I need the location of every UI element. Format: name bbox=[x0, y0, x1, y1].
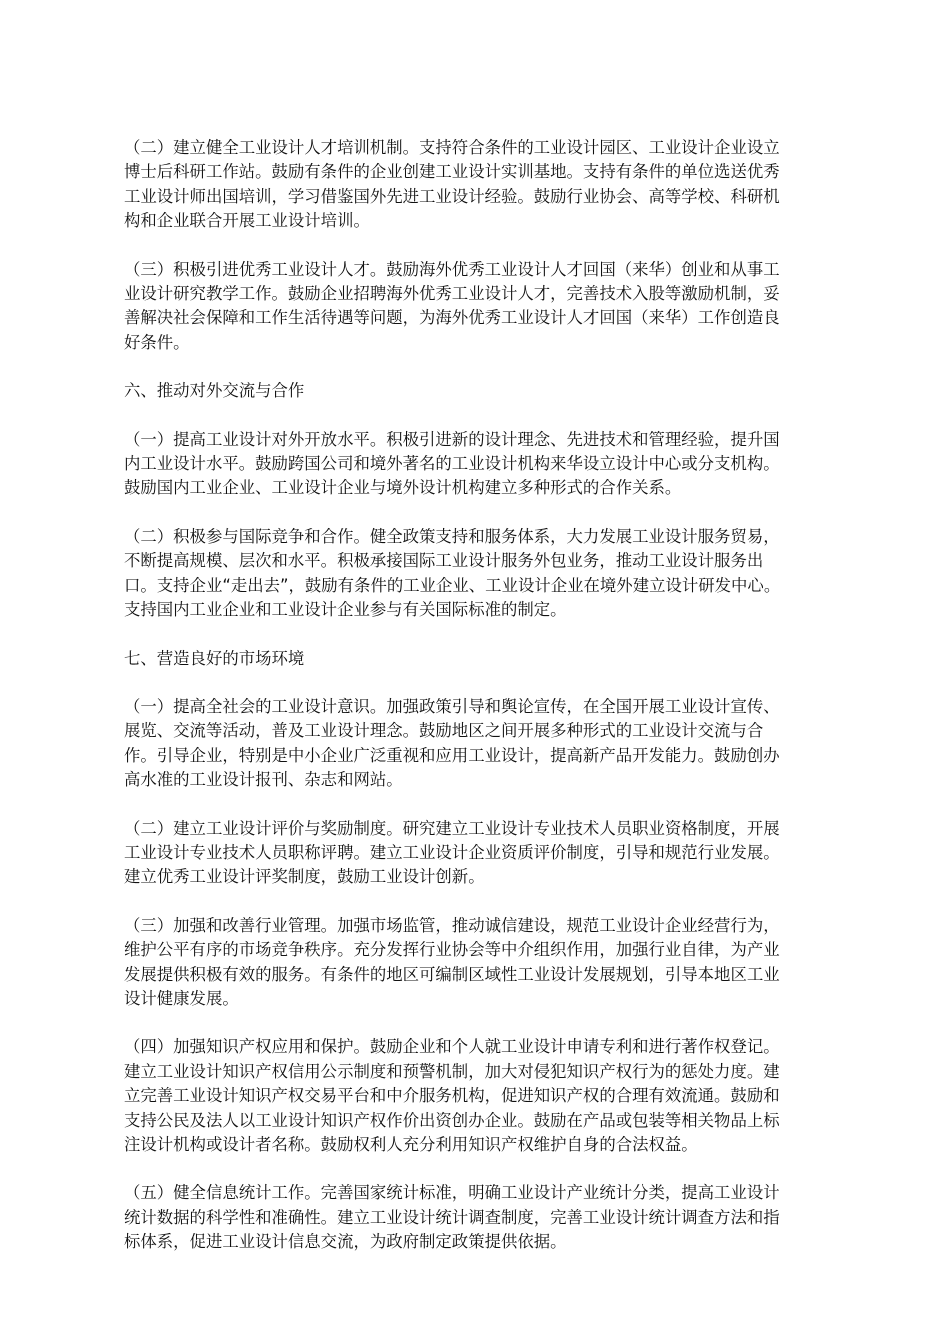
text-line: 内工业设计水平。鼓励跨国公司和境外著名的工业设计机构来华设立设计中心或分支机构。 bbox=[124, 454, 780, 474]
text-line: 注设计机构或设计者名称。鼓励权利人充分利用知识产权维护自身的合法权益。 bbox=[124, 1135, 698, 1154]
text-line: 工业设计专业技术人员职称评聘。建立工业设计企业资质评价制度，引导和规范行业发展。 bbox=[124, 842, 780, 862]
text-line: （二）建立工业设计评价与奖励制度。研究建立工业设计专业技术人员职业资格制度，开展 bbox=[124, 818, 780, 838]
text-line: 支持国内工业企业和工业设计企业参与有关国际标准的制定。 bbox=[124, 600, 567, 620]
text-line: 立完善工业设计知识产权交易平台和中介服务机构，促进知识产权的合理有效流通。鼓励和 bbox=[124, 1086, 780, 1106]
text-line: 标体系，促进工业设计信息交流，为政府制定政策提供依据。 bbox=[124, 1232, 567, 1252]
text-line: 构和企业联合开展工业设计培训。 bbox=[124, 211, 370, 231]
paragraph-industry-management bbox=[124, 914, 836, 1012]
section-heading-seven: 七、营造良好的市场环境 bbox=[124, 648, 305, 668]
text-line: 鼓励国内工业企业、工业设计企业与境外设计机构建立多种形式的合作关系。 bbox=[124, 478, 682, 498]
text-line: 工业设计师出国培训，学习借鉴国外先进工业设计经验。鼓励行业协会、高等学校、科研机 bbox=[124, 186, 780, 206]
section-heading-six: 六、推动对外交流与合作 bbox=[124, 381, 305, 401]
text-line: 发展提供积极有效的服务。有条件的地区可编制区域性工业设计发展规划，引导本地区工业 bbox=[124, 964, 780, 984]
paragraph-design-awareness bbox=[124, 695, 836, 793]
text-line: 展览、交流等活动，普及工业设计理念。鼓励地区之间开展多种形式的工业设计交流与合 bbox=[124, 721, 764, 741]
text-line: （五）健全信息统计工作。完善国家统计标准，明确工业设计产业统计分类，提高工业设计 bbox=[124, 1183, 780, 1203]
text-line: 善解决社会保障和工作生活待遇等问题，为海外优秀工业设计人才回国（来华）工作创造良 bbox=[124, 308, 780, 328]
text-line: 维护公平有序的市场竞争秩序。充分发挥行业协会等中介组织作用，加强行业自律，为产业 bbox=[124, 940, 780, 960]
text-line: （一）提高全社会的工业设计意识。加强政策引导和舆论宣传，在全国开展工业设计宣传、 bbox=[124, 696, 780, 716]
text-line: 高水准的工业设计报刊、杂志和网站。 bbox=[124, 770, 403, 790]
text-line: 建立优秀工业设计评奖制度，鼓励工业设计创新。 bbox=[124, 867, 485, 887]
paragraph-intellectual-property bbox=[124, 1035, 836, 1157]
paragraph-statistics bbox=[124, 1181, 836, 1254]
text-line: 业设计研究教学工作。鼓励企业招聘海外优秀工业设计人才，完善技术入股等激励机制，妥 bbox=[124, 284, 780, 304]
paragraph-talent-training bbox=[124, 136, 836, 234]
text-line: 建立工业设计知识产权信用公示制度和预警机制，加大对侵犯知识产权行为的惩处力度。建 bbox=[124, 1061, 780, 1081]
text-line: 作。引导企业，特别是中小企业广泛重视和应用工业设计，提高新产品开发能力。鼓励创办 bbox=[124, 745, 780, 765]
text-line: 设计健康发展。 bbox=[124, 988, 239, 1008]
text-line: 好条件。 bbox=[124, 332, 190, 352]
text-line: 口。支持企业“走出去”，鼓励有条件的工业企业、工业设计企业在境外建立设计研发中心。 bbox=[124, 575, 781, 595]
text-line: （一）提高工业设计对外开放水平。积极引进新的设计理念、先进技术和管理经验，提升国 bbox=[124, 429, 780, 449]
text-line: （三）积极引进优秀工业设计人才。鼓励海外优秀工业设计人才回国（来华）创业和从事工 bbox=[124, 259, 780, 279]
text-line: 统计数据的科学性和准确性。建立工业设计统计调查制度，完善工业设计统计调查方法和指 bbox=[124, 1207, 780, 1227]
text-line: 不断提高规模、层次和水平。积极承接国际工业设计服务外包业务，推动工业设计服务出 bbox=[124, 551, 764, 571]
paragraph-opening-up bbox=[124, 428, 836, 501]
text-line: （四）加强知识产权应用和保护。鼓励企业和个人就工业设计申请专利和进行著作权登记。 bbox=[124, 1037, 780, 1057]
paragraph-talent-introduction bbox=[124, 258, 836, 356]
text-line: 支持公民及法人以工业设计知识产权作价出资创办企业。鼓励在产品或包装等相关物品上标 bbox=[124, 1110, 780, 1130]
text-line: 博士后科研工作站。鼓励有条件的企业创建工业设计实训基地。支持有条件的单位选送优秀 bbox=[124, 162, 780, 182]
text-line: （三）加强和改善行业管理。加强市场监管，推动诚信建设，规范工业设计企业经营行为， bbox=[124, 915, 780, 935]
text-line: （二）建立健全工业设计人才培训机制。支持符合条件的工业设计园区、工业设计企业设立 bbox=[124, 138, 780, 157]
document-body bbox=[124, 136, 836, 1279]
paragraph-evaluation-awards bbox=[124, 817, 836, 890]
paragraph-international-competition bbox=[124, 525, 836, 623]
text-line: （二）积极参与国际竞争和合作。健全政策支持和服务体系，大力发展工业设计服务贸易， bbox=[124, 526, 780, 546]
